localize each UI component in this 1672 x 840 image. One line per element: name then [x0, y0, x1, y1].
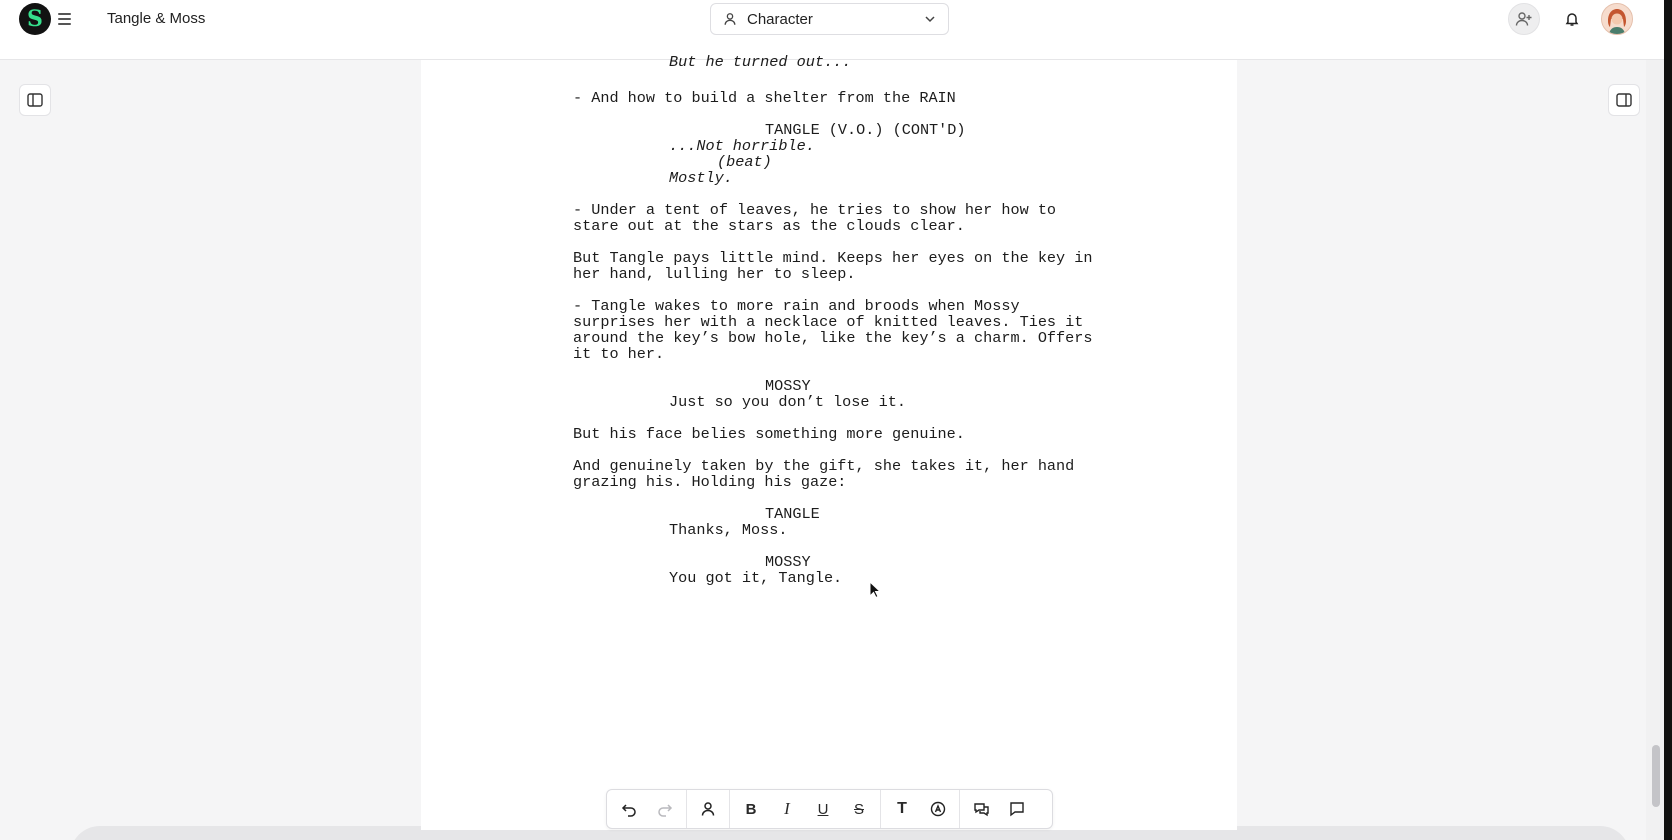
script-action-line[interactable]: - Under a tent of leaves, he tries to show her how to: [573, 201, 1057, 219]
underline-button[interactable]: U: [817, 800, 829, 818]
comment-icon: [1009, 801, 1025, 817]
script-action-line[interactable]: stare out at the stars as the clouds clear.: [573, 217, 965, 235]
script-dialogue-line[interactable]: Thanks, Moss.: [669, 521, 788, 539]
toggle-left-panel[interactable]: [19, 84, 51, 116]
comments-icon: [973, 801, 990, 817]
scrollbar[interactable]: [1646, 60, 1664, 840]
element-type-select[interactable]: [710, 3, 949, 35]
comments-button[interactable]: [963, 793, 999, 825]
window-edge: [1664, 0, 1672, 840]
script-character-line[interactable]: MOSSY: [765, 553, 811, 571]
app-logo[interactable]: [19, 3, 51, 35]
script-character-line[interactable]: MOSSY: [765, 377, 811, 395]
chevron-down-icon: [924, 13, 936, 25]
undo-button[interactable]: [611, 793, 647, 825]
script-action-line[interactable]: her hand, lulling her to sleep.: [573, 265, 856, 283]
script-action-line[interactable]: surprises her with a necklace of knitted leaves. Ties it: [573, 313, 1084, 331]
character-icon: [700, 801, 716, 817]
script-action-line[interactable]: - Tangle wakes to more rain and broods when Mossy: [573, 297, 1020, 315]
script-dialogue-line[interactable]: But he turned out...: [669, 53, 852, 71]
top-bar: [0, 0, 1664, 60]
element-type-label: Character: [747, 10, 813, 28]
undo-icon: [621, 801, 637, 817]
script-action-line[interactable]: And genuinely taken by the gift, she takes it, her hand: [573, 457, 1075, 475]
divider: [959, 790, 960, 828]
character-button[interactable]: [690, 793, 726, 825]
script-dialogue-line[interactable]: ...Not horrible.: [669, 137, 815, 155]
toggle-right-panel[interactable]: [1608, 84, 1640, 116]
italic-button[interactable]: I: [784, 799, 790, 818]
strikethrough-button[interactable]: S: [853, 800, 864, 818]
add-user-button[interactable]: [1508, 3, 1540, 35]
script-dialogue-line[interactable]: Just so you don’t lose it.: [669, 393, 906, 411]
scrollbar-thumb[interactable]: [1652, 745, 1660, 807]
mouse-pointer-icon: [869, 581, 881, 599]
script-character-line[interactable]: TANGLE (V.O.) (CONT'D): [765, 121, 966, 139]
script-paren-line[interactable]: (beat): [717, 153, 772, 171]
script-action-line[interactable]: it to her.: [573, 345, 665, 363]
script-action-line[interactable]: But Tangle pays little mind. Keeps her eyes on the key in: [573, 249, 1093, 267]
menu-icon[interactable]: [58, 7, 76, 31]
script-action-line[interactable]: - And how to build a shelter from the RAIN: [573, 89, 956, 107]
text-style-button[interactable]: T: [897, 800, 907, 817]
divider: [880, 790, 881, 828]
panel-left-icon: [27, 93, 43, 107]
comment-button[interactable]: [999, 793, 1035, 825]
divider: [686, 790, 687, 828]
redo-button[interactable]: [647, 793, 683, 825]
notifications-button[interactable]: [1556, 3, 1588, 35]
project-title: Tangle & Moss: [107, 10, 206, 27]
script-action-line[interactable]: around the key’s bow hole, like the key’s a charm. Offers: [573, 329, 1093, 347]
script-dialogue-line[interactable]: You got it, Tangle.: [669, 569, 843, 587]
panel-right-icon: [1616, 93, 1632, 107]
bold-button[interactable]: B: [745, 800, 757, 818]
script-page[interactable]: [421, 53, 1237, 830]
screenplay-text[interactable]: [421, 53, 1237, 830]
script-action-line[interactable]: But his face belies something more genuine.: [573, 425, 965, 443]
user-icon: [723, 12, 737, 26]
add-user-icon: [1515, 10, 1533, 28]
format-toolbar: [606, 789, 1053, 829]
mention-button[interactable]: [920, 793, 956, 825]
script-dialogue-line[interactable]: Mostly.: [669, 169, 733, 187]
logo-glyph: S: [27, 6, 43, 32]
avatar[interactable]: [1601, 3, 1633, 35]
redo-icon: [657, 801, 673, 817]
script-action-line[interactable]: grazing his. Holding his gaze:: [573, 473, 847, 491]
bell-icon: [1564, 11, 1580, 27]
divider: [729, 790, 730, 828]
at-sign-icon: [930, 801, 946, 817]
script-character-line[interactable]: TANGLE: [765, 505, 820, 523]
